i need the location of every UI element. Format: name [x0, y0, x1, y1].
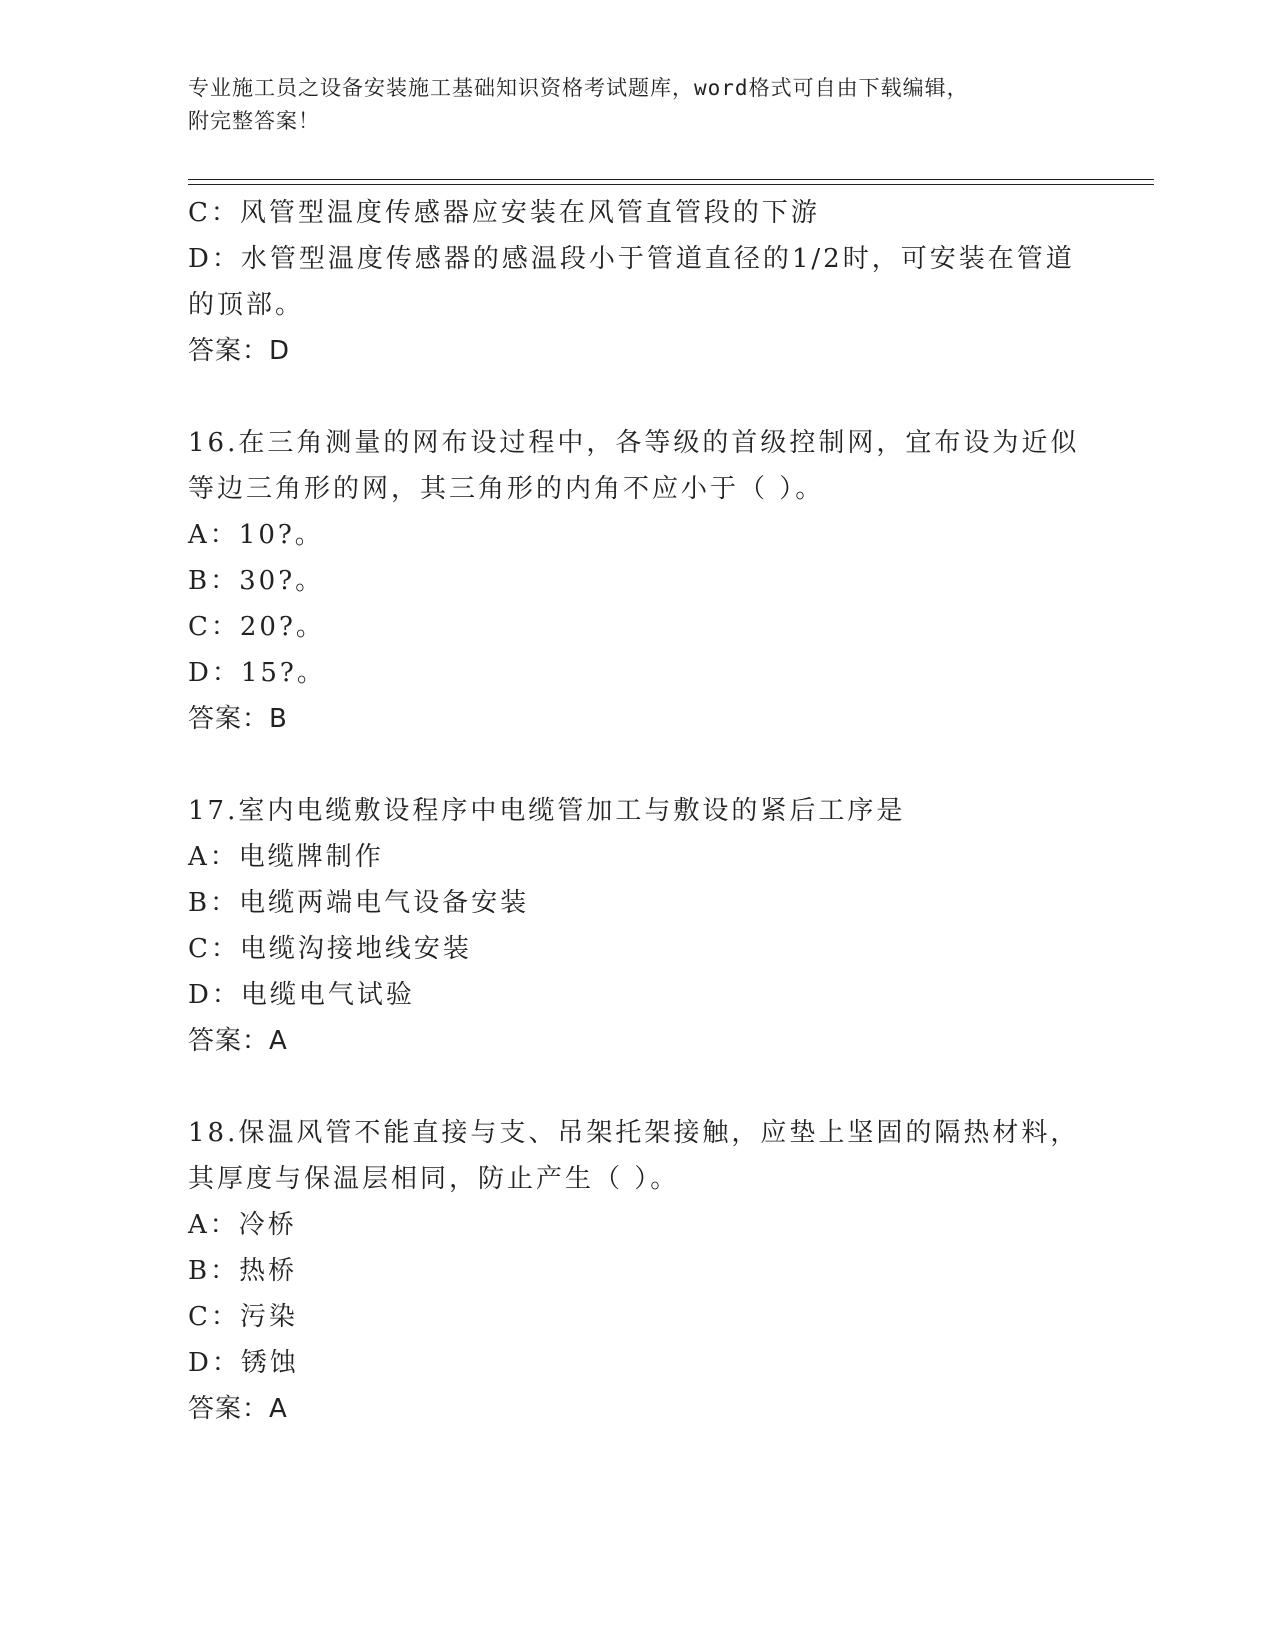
question-stem-continued: 等边三角形的网，其三角形的内角不应小于（ ）。 — [188, 474, 825, 504]
answer: 答案：B — [188, 704, 288, 734]
option-d: D：水管型温度传感器的感温段小于管道直径的1/2时，可安装在管道 — [188, 244, 1075, 274]
header-divider-bottom — [188, 184, 1154, 185]
answer: 答案：D — [188, 336, 291, 366]
option-a: A：冷桥 — [188, 1210, 297, 1240]
option-a: A：10?。 — [188, 520, 324, 550]
option-c: C：污染 — [188, 1302, 298, 1332]
document-header — [188, 72, 1088, 138]
option-a: A：电缆牌制作 — [188, 842, 384, 872]
header-line-1: 专业施工员之设备安装施工基础知识资格考试题库，word格式可自由下载编辑， — [188, 76, 969, 100]
option-d-continued: 的顶部。 — [188, 290, 305, 320]
option-c: C：20?。 — [188, 612, 325, 642]
question-stem: 18.保温风管不能直接与支、吊架托架接触，应垫上坚固的隔热材料， — [188, 1118, 1080, 1148]
answer: 答案：A — [188, 1394, 288, 1424]
spacer — [188, 1064, 1088, 1110]
option-b: B：30?。 — [188, 566, 325, 596]
question-16 — [188, 420, 1088, 742]
spacer — [188, 742, 1088, 788]
previous-question — [188, 190, 1088, 374]
header-divider-top — [188, 179, 1154, 180]
option-d: D：15?。 — [188, 658, 326, 688]
option-c: C：电缆沟接地线安装 — [188, 934, 472, 964]
question-stem-continued: 其厚度与保温层相同，防止产生（ ）。 — [188, 1164, 680, 1194]
option-b: B：热桥 — [188, 1256, 298, 1286]
question-list — [188, 190, 1088, 1432]
header-line-2: 附完整答案！ — [188, 109, 320, 133]
option-c: C：风管型温度传感器应安装在风管直管段的下游 — [188, 198, 820, 228]
option-d: D：电缆电气试验 — [188, 980, 415, 1010]
answer: 答案：A — [188, 1026, 288, 1056]
question-18 — [188, 1110, 1088, 1432]
spacer — [188, 374, 1088, 420]
option-b: B：电缆两端电气设备安装 — [188, 888, 530, 918]
question-stem: 16.在三角测量的网布设过程中，各等级的首级控制网，宜布设为近似 — [188, 428, 1080, 458]
question-17 — [188, 788, 1088, 1064]
option-d: D：锈蚀 — [188, 1348, 299, 1378]
question-stem: 17.室内电缆敷设程序中电缆管加工与敷设的紧后工序是 — [188, 796, 906, 826]
